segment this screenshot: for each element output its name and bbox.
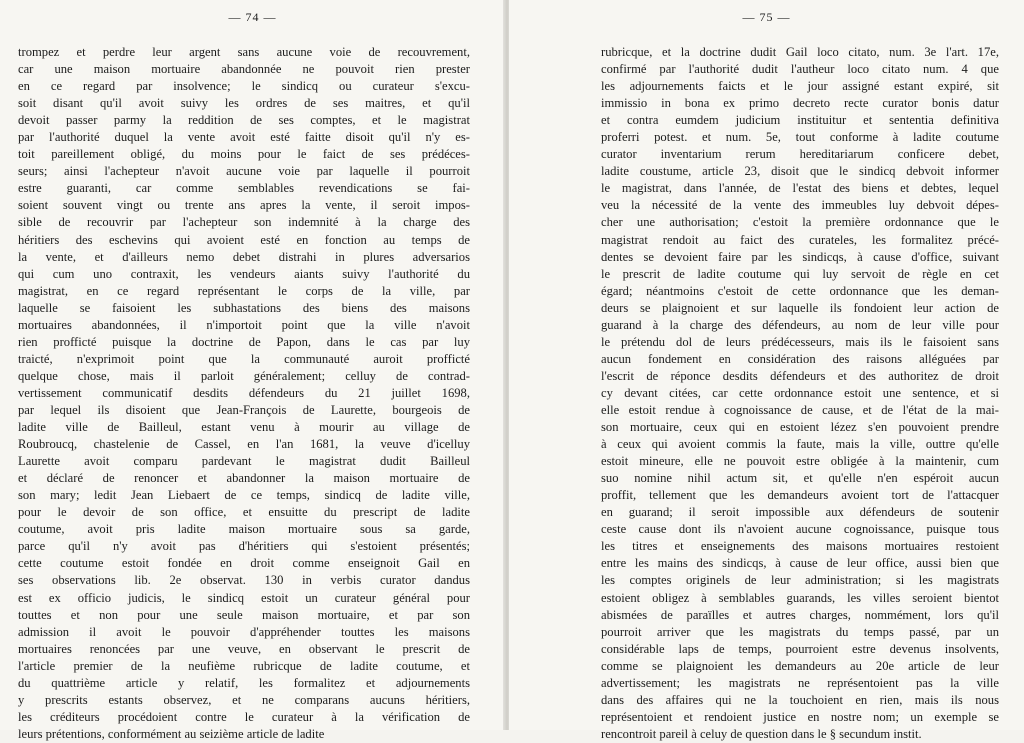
text-line: Laurette avoit comparu pardevant le magistrat dudit Bailleul	[18, 454, 470, 469]
text-line: mortuaires renoncées par une veuve, en observant le prescrit de	[18, 641, 470, 656]
text-line: aucun fondement en considération des raisons alléguées par	[601, 351, 999, 366]
text-line: en guarand; il seroit impossible aux défendeurs de soutenir	[601, 505, 999, 520]
text-line: l'article premier de la neufième rubricque de ladite coutume, et	[18, 658, 470, 673]
text-line: par lequel ils disoient que Jean-François de Laurette, bourgeois de	[18, 402, 470, 417]
text-line: cette coutume estoit fondée en droit comme enseignoit Gail en	[18, 556, 470, 571]
text-line: cy devant citées, car cette ordonnance estoit une sentence, et si	[601, 385, 999, 400]
text-line: abismées de paraïlles et autres charges, nommément, lors qu'il	[601, 607, 999, 622]
text-line: soient souvent vingt ou trente ans apres la vente, il seroit impos-	[18, 198, 470, 213]
text-line: proffit, tellement que les demandeurs avoient tort de l'attacquer	[601, 488, 999, 503]
text-line: les comptes originels de leur administration; si les magistrats	[601, 573, 999, 588]
text-line: le prétendu dol de leurs prédécesseurs, mais ils le faisoient sans	[601, 334, 999, 349]
text-line: rien profficté puisque la doctrine de Papon, dans le cas par luy	[18, 334, 470, 349]
text-line: y prescrits estants observez, et ne comparans aucuns héritiers,	[18, 692, 470, 707]
text-line: sible de recouvrir par l'achepteur son indemnité à la charge des	[18, 215, 470, 230]
text-line: proferri potest. et num. 5e, tout conforme à ladite coutume	[601, 130, 999, 145]
text-line: devoit passer parmy la reddition de ses comptes, et le magistrat	[18, 113, 470, 128]
text-line: elle estoit rendue à cognoissance de cause, et de l'état de la mai-	[601, 402, 999, 417]
text-line: leurs prétentions, conformément au seizième article de ladite	[18, 726, 325, 741]
text-line: traicté, n'exprimoit point que la communauté auroit profficté	[18, 351, 470, 366]
text-line: ladite coustume, article 23, disoit que le sindicq debvoit informer	[601, 164, 999, 179]
text-line: ladite ville de Bailleul, estant venu à mourir au village de	[18, 420, 470, 435]
text-line: advertissement; les magistrats ne représentoient pas la ville	[601, 675, 999, 690]
text-line: dans des affaires qui ne la touchoient en rien, mais ils nous	[601, 692, 999, 707]
text-line: guarand à la charge des défendeurs, au nom de leur ville pour	[601, 317, 999, 332]
text-line: et déclaré de renoncer et abandonner la maison mortuaire de	[18, 471, 470, 486]
text-line: parce qu'il n'y avoit pas d'héritiers qui s'estoient présentés;	[18, 539, 470, 554]
text-line: héritiers des eschevins qui avoient esté en fonction au temps de	[18, 232, 470, 247]
text-line: laquelle se faisoient les subhastations des biens des maisons	[18, 300, 470, 315]
text-line: vertissement communicatif desdits défendeurs du 21 juillet 1698,	[18, 385, 470, 400]
text-line: toit pareillement obligé, du moins pour le faict de ses prédéces-	[18, 147, 470, 162]
text-line: admission il avoit le pouvoir d'appréhender touttes les maisons	[18, 624, 470, 639]
text-line: dentes se devoient faire par les sindicqs, à cause d'office, suivant	[601, 249, 999, 264]
text-line: en ce regard par insolvence; le sindicq ou curateur s'excu-	[18, 79, 470, 94]
text-line: entre les mains des sindicqs, à cause de leur office, aussi bien que	[601, 556, 999, 571]
text-line: l'escrit de réponce desdits défendeurs et des authoritez de droit	[601, 368, 999, 383]
left-page-text	[18, 44, 470, 743]
text-line: ceste cause dont ils n'avoient aucune cognoissance, puisque tous	[601, 522, 999, 537]
text-line: son mary; ledit Jean Liebaert de ce temps, sindicq de ladite ville,	[18, 488, 470, 503]
text-line: immissio in bona ex primo decreto recte curator bonis datur	[601, 96, 999, 111]
text-line: suo nomine nihil actum sit, et qu'elle n'en espéroit aucun	[601, 471, 999, 486]
text-line: est ex officio judicis, le sindicq estoit un curateur général pour	[18, 590, 470, 605]
text-line: mortuaires abandonnées, il n'importoit point que la ville n'avoit	[18, 317, 470, 332]
text-line: car une maison mortuaire abandonnée ne pouvoit rien prester	[18, 62, 470, 77]
text-line: estoit mineure, elle ne pouvoit estre obligée à la maintenir, cum	[601, 454, 999, 469]
text-line: curator inventarium rerum hereditariarum conficere debet,	[601, 147, 999, 162]
text-line: rencontroit pareil à celuy de question dans le § secundum instit.	[601, 726, 922, 741]
text-line: cher une authorisation; c'estoit la première ordonnance que le	[601, 215, 999, 230]
text-line: qui cum uno contraxit, les vendeurs aiants suivy l'authorité du	[18, 266, 470, 281]
text-line: touttes et non pour une seule maison mortuaire, et par son	[18, 607, 470, 622]
text-line: magistrat, en ce regard représentant le corps de la ville, par	[18, 283, 470, 298]
text-line: ses observations lib. 2e observat. 130 in verbis curator dandus	[18, 573, 470, 588]
text-line: égard; néantmoins c'estoit de cette ordonnance que les deman-	[601, 283, 999, 298]
text-line: estre guaranti, car comme semblables revendications se fai-	[18, 181, 470, 196]
right-page	[509, 0, 1024, 741]
text-line: et contra eumdem judicium instituitur et sententia definitiva	[601, 113, 999, 128]
text-line: magistrat rendoit au faict des curateles, les formalitez précé-	[601, 232, 999, 247]
text-line: le magistrat, dans l'année, de l'estat des biens et debtes, lequel	[601, 181, 999, 196]
right-page-text	[601, 44, 999, 743]
text-line: comme se plaignoient les demandeurs au 20e article de leur	[601, 658, 999, 673]
text-line: Roubroucq, chastelenie de Cassel, en l'an 1681, la veuve d'icelluy	[18, 437, 470, 452]
text-line: les créditeurs procédoient contre le curateur à la vérification de	[18, 709, 470, 724]
text-line: la vente, et d'ailleurs nemo debet distrahi in plures adversarios	[18, 249, 470, 264]
text-line: pourroit arriver que les magistrats du temps passé, par un	[601, 624, 999, 639]
text-line: coutume, avoit pris ladite maison mortuaire sous sa garde,	[18, 522, 470, 537]
text-line: le prescrit de ladite coutume qui luy servoit de règle en cet	[601, 266, 999, 281]
text-line: les titres et enseignements des maisons mortuaires restoient	[601, 539, 999, 554]
text-line: son mortuaire, ceux qui en estoient lézez s'en pouvoient prendre	[601, 420, 999, 435]
text-line: deurs se plaignoient et sur laquelle ils fondoient leur action de	[601, 300, 999, 315]
text-line: seurs; ainsi l'achepteur n'avoit aucune voie par laquelle il pourroit	[18, 164, 470, 179]
text-line: du quattrième article y relatif, les formalitez et adjournements	[18, 675, 470, 690]
text-line: quelque chose, mais il parloit généralement; celluy de contrad-	[18, 368, 470, 383]
page-number-right: — 75 —	[742, 10, 791, 24]
left-page	[0, 0, 505, 741]
text-line: veu la nécessité de la vente des immeubles luy debvoit dépes-	[601, 198, 999, 213]
text-line: à ceux qui avoient commis la faute, mais la ville, outtre qu'elle	[601, 437, 999, 452]
text-line: estoient obligez à semblables guarands, les villes seroient bientot	[601, 590, 999, 605]
text-line: rubricque, et la doctrine dudit Gail loco citato, num. 3e l'art. 17e,	[601, 45, 999, 59]
text-line: soit disant qu'il avoit suivy les ordres de ses maitres, et qu'il	[18, 96, 470, 111]
text-line: trompez et perdre leur argent sans aucune voie de recouvrement,	[18, 45, 470, 59]
text-line: considérable laps de temps, pourroient estre devenus insolvents,	[601, 641, 999, 656]
text-line: pour le devoir de son office, et ensuitte du prescript de ladite	[18, 505, 470, 520]
text-line: par l'authorité duquel la vente avoit esté faitte disoit qu'il n'y es-	[18, 130, 470, 145]
text-line: représentoient et rendoient justice en nostre nom; un exemple se	[601, 709, 999, 724]
text-line: les adjournements faicts et le jour assigné estant expiré, sit	[601, 79, 999, 94]
text-line: confirmé par l'authorité dudit l'autheur loco citato num. 4 que	[601, 62, 999, 77]
page-number-left: — 74 —	[228, 10, 277, 24]
